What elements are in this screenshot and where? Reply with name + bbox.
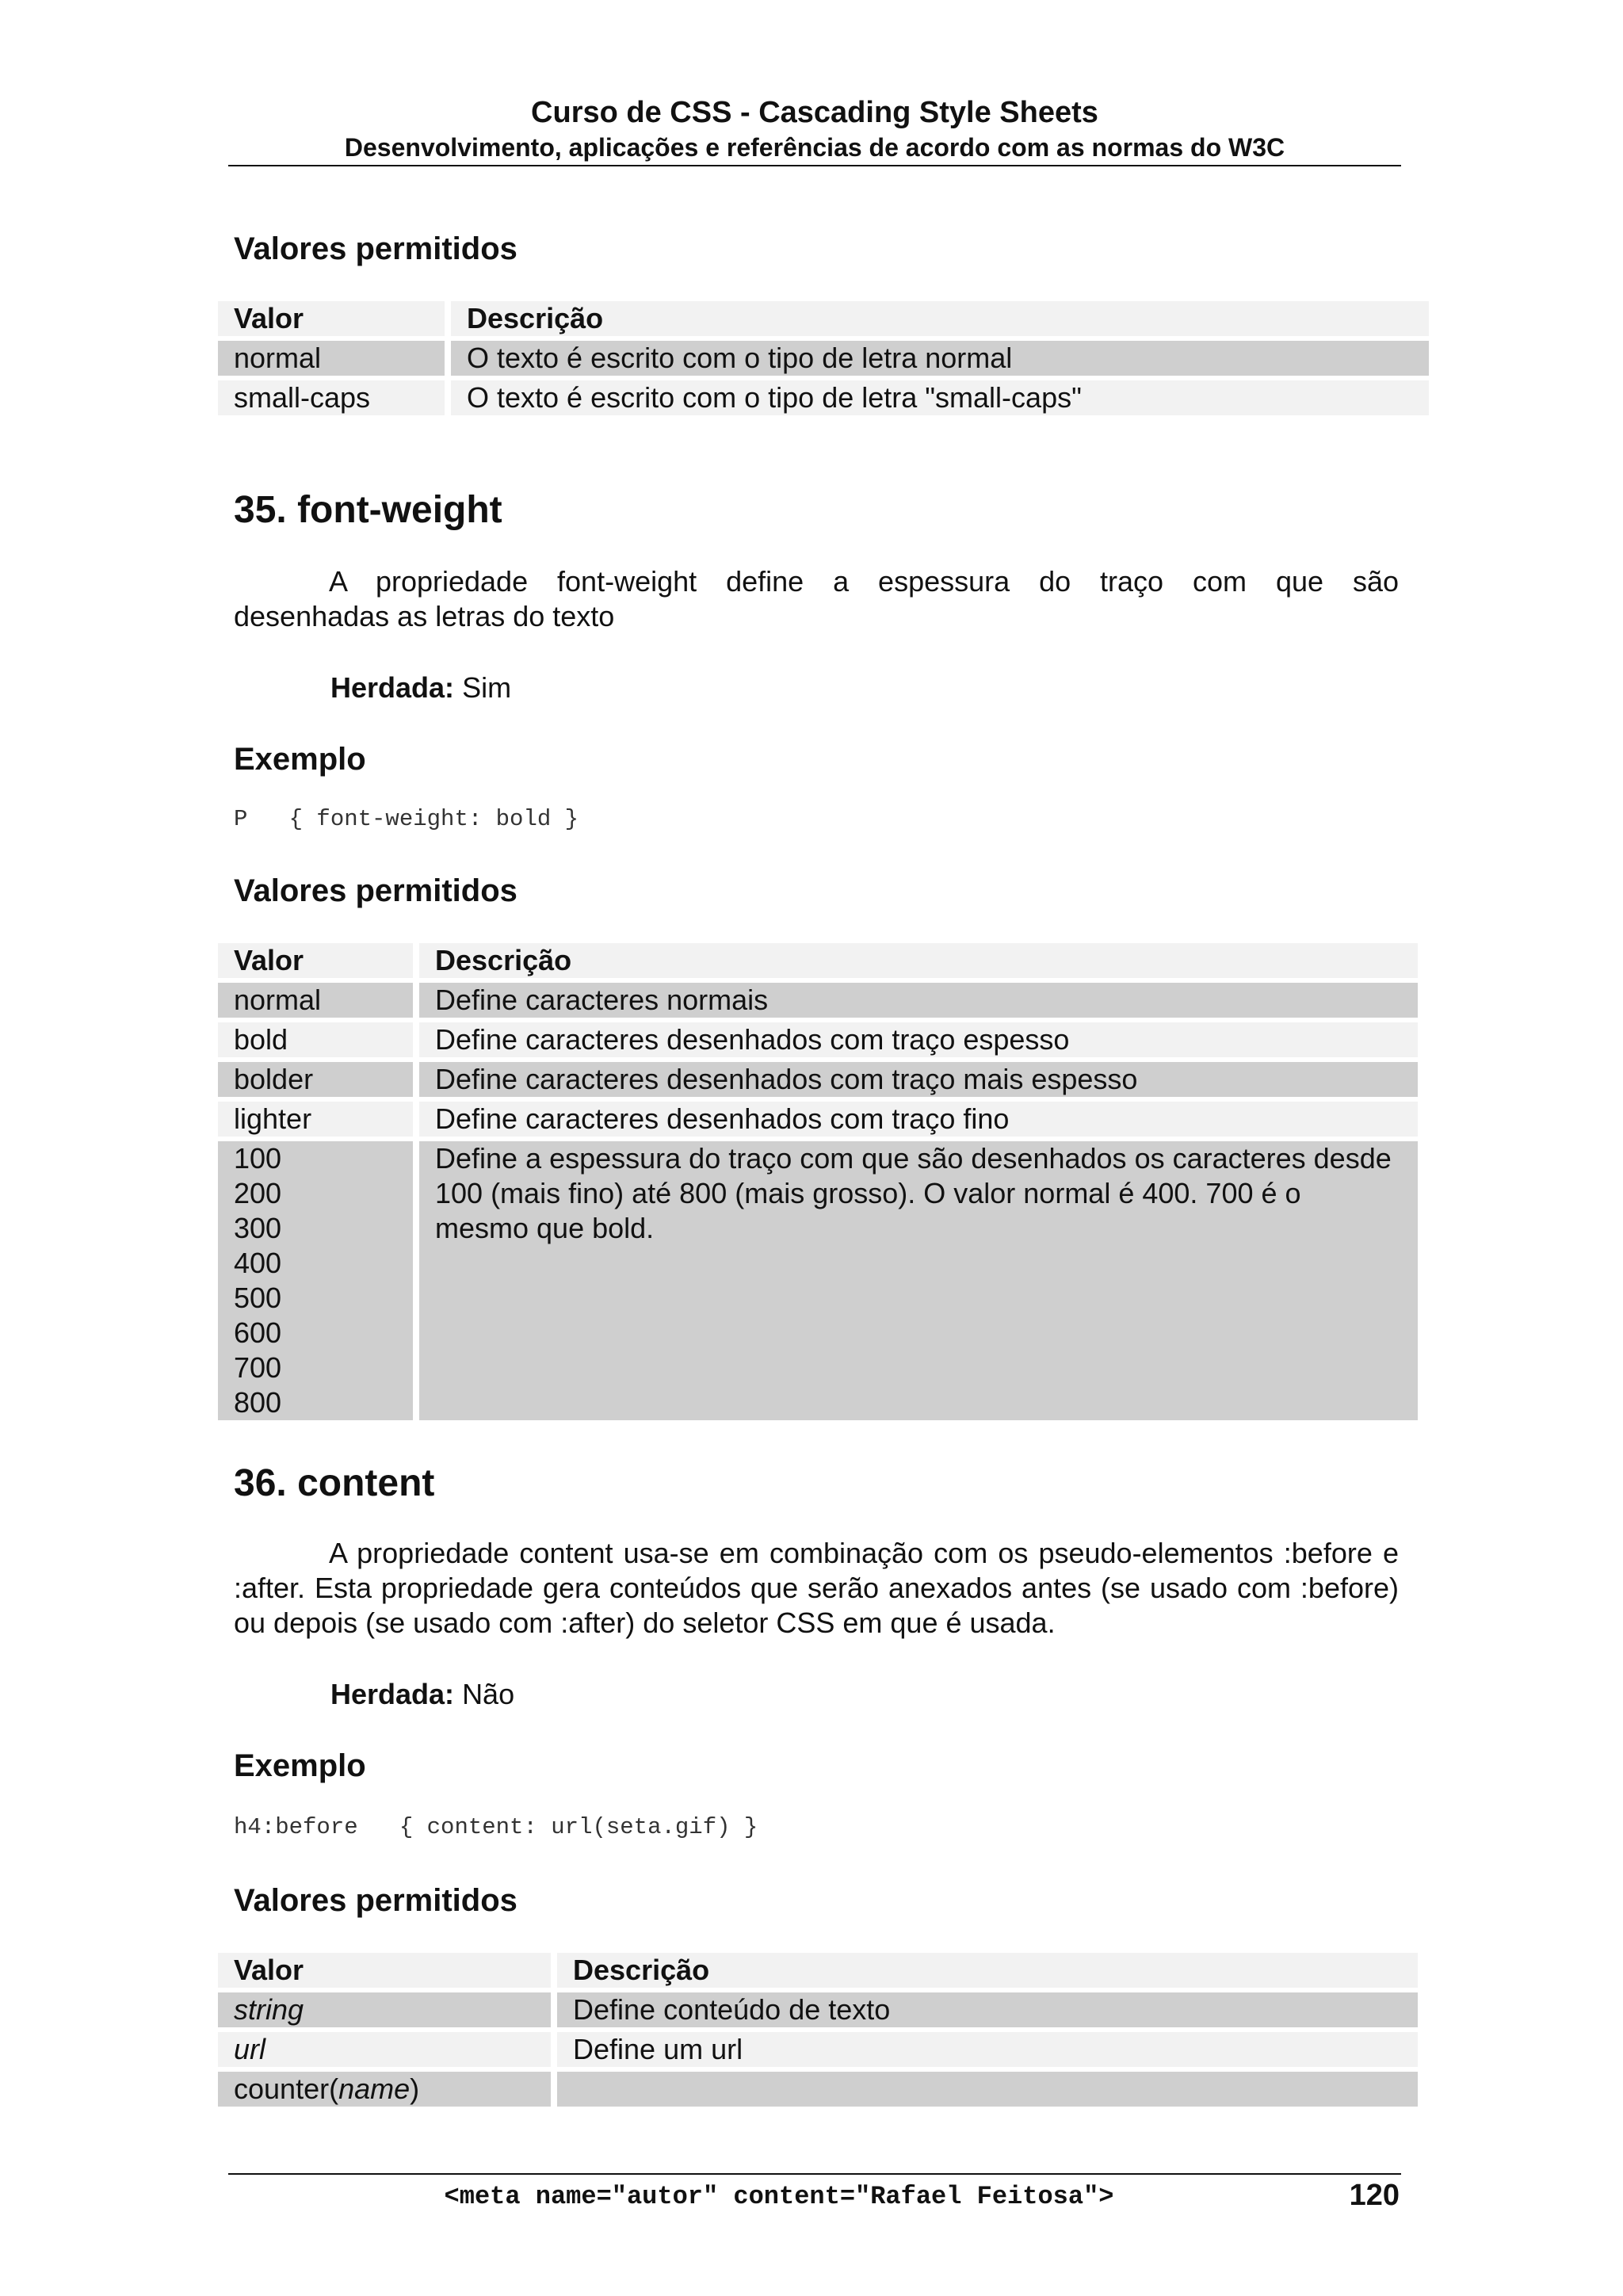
cell-valor: normal xyxy=(218,983,413,1018)
col-header-valor: Valor xyxy=(218,1953,551,1988)
inherited-value: Sim xyxy=(462,671,512,704)
col-header-descricao: Descrição xyxy=(557,1953,1418,1988)
inherited-value: Não xyxy=(462,1678,515,1710)
table-row xyxy=(218,1992,1418,2027)
paragraph-rest: desenhadas as letras do texto xyxy=(234,600,615,632)
table-row xyxy=(218,380,1429,415)
table-row xyxy=(218,1062,1418,1097)
inherited-line xyxy=(330,670,511,705)
cell-descricao: Define um url xyxy=(557,2032,1418,2067)
cell-valor: bold xyxy=(218,1022,413,1057)
cell-valor: string xyxy=(218,1992,551,2027)
cell-descricao: O texto é escrito com o tipo de letra normal xyxy=(451,341,1429,376)
inherited-line xyxy=(330,1677,514,1712)
cell-valor: url xyxy=(218,2032,551,2067)
table-row xyxy=(218,341,1429,376)
cell-valor-suffix: ) xyxy=(410,2073,420,2105)
table-row xyxy=(218,983,1418,1018)
cell-valor: small-caps xyxy=(218,380,445,415)
col-header-valor: Valor xyxy=(218,943,413,978)
running-header xyxy=(228,94,1401,163)
cell-descricao xyxy=(557,2072,1418,2107)
table-header-row xyxy=(218,1953,1418,1988)
footer-meta: <meta name="autor" content="Rafael Feitosa"> xyxy=(444,2182,1114,2211)
col-header-valor: Valor xyxy=(218,301,445,336)
cell-descricao: Define a espessura do traço com que são desenhados os caracteres desde 100 (mais fino) até 800 (mais grosso). O valor normal é 400. 700 é o mesmo que bold. xyxy=(419,1141,1418,1420)
allowed-values-heading: Valores permitidos xyxy=(234,1883,517,1918)
cell-valor-italic: name xyxy=(338,2073,411,2105)
allowed-values-heading: Valores permitidos xyxy=(234,873,517,908)
cell-descricao: Define caracteres desenhados com traço espesso xyxy=(419,1022,1418,1057)
example-heading: Exemplo xyxy=(234,742,366,777)
section-heading-content: 36. content xyxy=(234,1462,435,1504)
paragraph-first-line: A propriedade font-weight define a espessura do traço com que são xyxy=(329,565,1399,598)
cell-descricao: Define caracteres desenhados com traço fino xyxy=(419,1102,1418,1137)
table-header-row xyxy=(218,301,1429,336)
col-header-descricao: Descrição xyxy=(419,943,1418,978)
paragraph-text: A propriedade content usa-se em combinação com os pseudo-elementos :before e :after. Esta propriedade gera conteúdos que serão anexados antes (se usado com :before) ou depois (se usado com :after) do seletor CSS em que é usada. xyxy=(234,1537,1399,1639)
cell-valor-prefix: counter( xyxy=(234,2073,339,2105)
cell-valor: 100 200 300 400 500 600 700 800 xyxy=(218,1141,413,1420)
inherited-label: Herdada: xyxy=(330,671,455,704)
cell-descricao: Define caracteres normais xyxy=(419,983,1418,1018)
cell-valor: lighter xyxy=(218,1102,413,1137)
section-paragraph xyxy=(234,564,1399,634)
table-header-row xyxy=(218,943,1418,978)
cell-descricao: Define caracteres desenhados com traço mais espesso xyxy=(419,1062,1418,1097)
cell-valor: bolder xyxy=(218,1062,413,1097)
values-table-content xyxy=(212,1948,1424,2111)
header-title: Curso de CSS - Cascading Style Sheets xyxy=(531,96,1098,129)
page-number: 120 xyxy=(1349,2179,1400,2212)
table-row xyxy=(218,1102,1418,1137)
footer-divider xyxy=(228,2173,1401,2175)
table-row xyxy=(218,1141,1418,1420)
table-row xyxy=(218,1022,1418,1057)
table-row xyxy=(218,2072,1418,2107)
code-example: h4:before { content: url(seta.gif) } xyxy=(234,1814,758,1840)
cell-descricao: Define conteúdo de texto xyxy=(557,1992,1418,2027)
code-example: P { font-weight: bold } xyxy=(234,806,579,832)
section-heading-font-weight: 35. font-weight xyxy=(234,489,502,531)
values-table-font-weight xyxy=(212,938,1424,1425)
header-divider xyxy=(228,165,1401,166)
table-row xyxy=(218,2032,1418,2067)
values-table-variant xyxy=(212,296,1435,420)
cell-descricao: O texto é escrito com o tipo de letra "small-caps" xyxy=(451,380,1429,415)
cell-valor: normal xyxy=(218,341,445,376)
example-heading: Exemplo xyxy=(234,1748,366,1783)
header-subtitle: Desenvolvimento, aplicações e referências de acordo com as normas do W3C xyxy=(344,133,1285,162)
allowed-values-heading: Valores permitidos xyxy=(234,231,517,266)
cell-valor xyxy=(218,2072,551,2107)
section-paragraph xyxy=(234,1536,1399,1641)
inherited-label: Herdada: xyxy=(330,1678,455,1710)
col-header-descricao: Descrição xyxy=(451,301,1429,336)
